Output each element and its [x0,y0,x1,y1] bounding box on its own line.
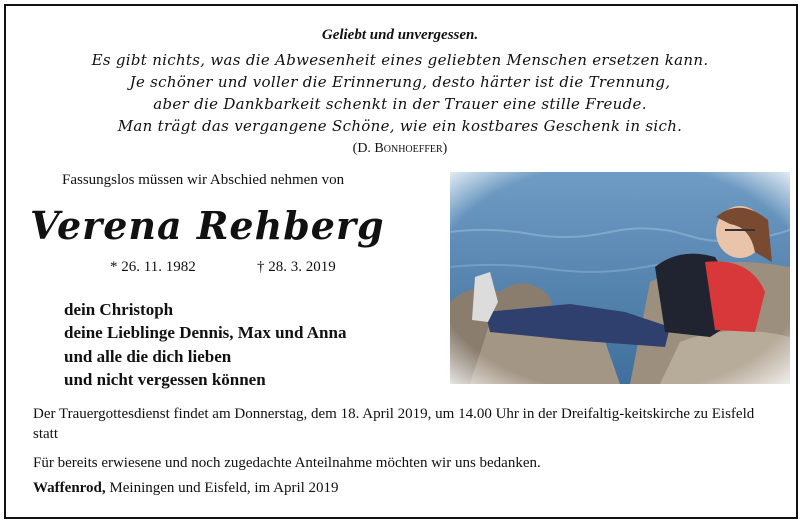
mourner-line: dein Christoph [64,300,174,319]
birth-date: * 26. 11. 1982 [110,259,196,275]
mourner-line: und alle die dich lieben [64,347,232,366]
quote-line-2: Je schöner und voller die Erinnerung, desto härter ist die Trennung, [129,73,671,91]
place-date-line [33,478,773,498]
place-rest: Meiningen und Eisfeld, im April 2019 [105,480,339,496]
thanks-text: Für bereits erwiesene und noch zugedachte Anteilnahme möchten wir uns bedanken. [33,455,541,471]
heading: Geliebt und unvergessen. [321,27,479,43]
death-date: † 28. 3. 2019 [257,259,336,275]
mourner-line: deine Lieblinge Dennis, Max und Anna [64,323,347,342]
mourner-line: und nicht vergessen können [64,370,266,389]
intro-text: Fassungslos müssen wir Abschied nehmen von [62,172,345,188]
quote-line-1: Es gibt nichts, was die Abwesenheit eines geliebten Menschen ersetzen kann. [91,51,709,69]
quote-line-4: Man trägt das vergangene Schöne, wie ein kostbares Geschenk in sich. [117,117,683,135]
quote-line-3: aber die Dankbarkeit schenkt in der Trauer eine stille Freude. [153,95,647,113]
deceased-name: Verena Rehberg [30,203,385,248]
service-info: Der Trauergottesdienst findet am Donnerstag, dem 18. April 2019, um 14.00 Uhr in der Dreifaltig-keitskirche zu Eisfeld statt [33,406,755,442]
portrait-photo [450,172,790,384]
place-name: Waffenrod, [33,480,106,496]
quote-author: (D. Bonhoeffer) [352,141,448,156]
